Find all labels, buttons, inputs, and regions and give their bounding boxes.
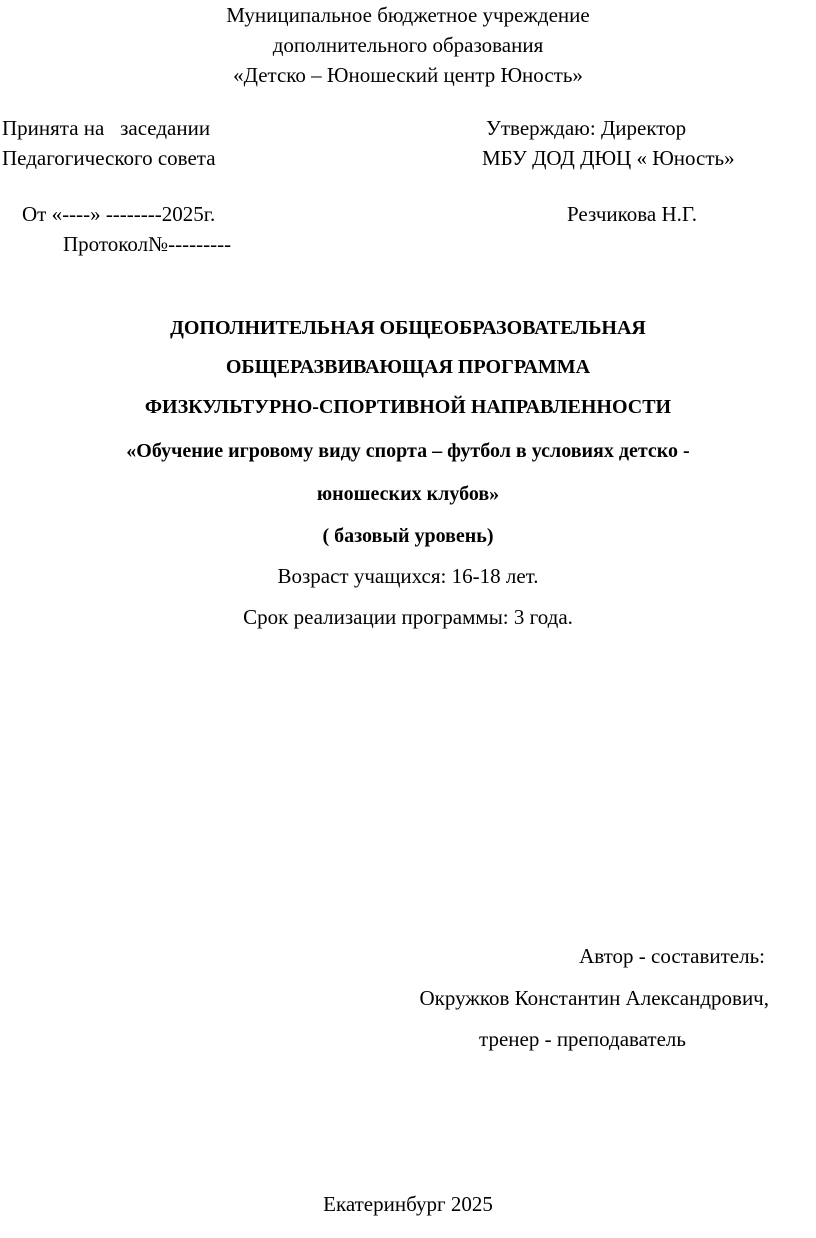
program-title-line-2: ОБЩЕРАЗВИВАЮЩАЯ ПРОГРАММА xyxy=(225,356,591,378)
institution-line-2: дополнительного образования xyxy=(272,33,544,57)
approval-date: От «----» --------2025г. xyxy=(22,202,216,226)
approve-director: Утверждаю: Директор xyxy=(486,116,687,140)
program-duration: Срок реализации программы: 3 года. xyxy=(243,605,573,629)
institution-line-3: «Детско – Юношеский центр Юность» xyxy=(233,63,583,87)
author-name: Окружков Константин Александрович, xyxy=(419,986,769,1010)
institution-line-1: Муниципальное бюджетное учреждение xyxy=(226,3,590,27)
protocol-number: Протокол№--------- xyxy=(63,232,232,256)
author-label: Автор - составитель: xyxy=(579,944,765,968)
city-year: Екатеринбург 2025 xyxy=(323,1192,493,1216)
program-subtitle-line-2: юношеских клубов» xyxy=(316,483,500,505)
accepted-at-meeting: Принята на заседании xyxy=(2,116,211,140)
student-age: Возраст учащихся: 16-18 лет. xyxy=(277,564,539,588)
program-level: ( базовый уровень) xyxy=(322,525,494,547)
director-signer: Резчикова Н.Г. xyxy=(567,202,697,226)
pedagogical-council: Педагогического совета xyxy=(2,146,216,170)
program-title-line-3: ФИЗКУЛЬТУРНО-СПОРТИВНОЙ НАПРАВЛЕННОСТИ xyxy=(144,396,672,418)
program-subtitle-line-1: «Обучение игровому виду спорта – футбол в условиях детско - xyxy=(126,440,690,462)
program-title-line-1: ДОПОЛНИТЕЛЬНАЯ ОБЩЕОБРАЗОВАТЕЛЬНАЯ xyxy=(170,317,646,339)
organization-name: МБУ ДОД ДЮЦ « Юность» xyxy=(482,146,735,170)
author-position: тренер - преподаватель xyxy=(479,1027,686,1051)
